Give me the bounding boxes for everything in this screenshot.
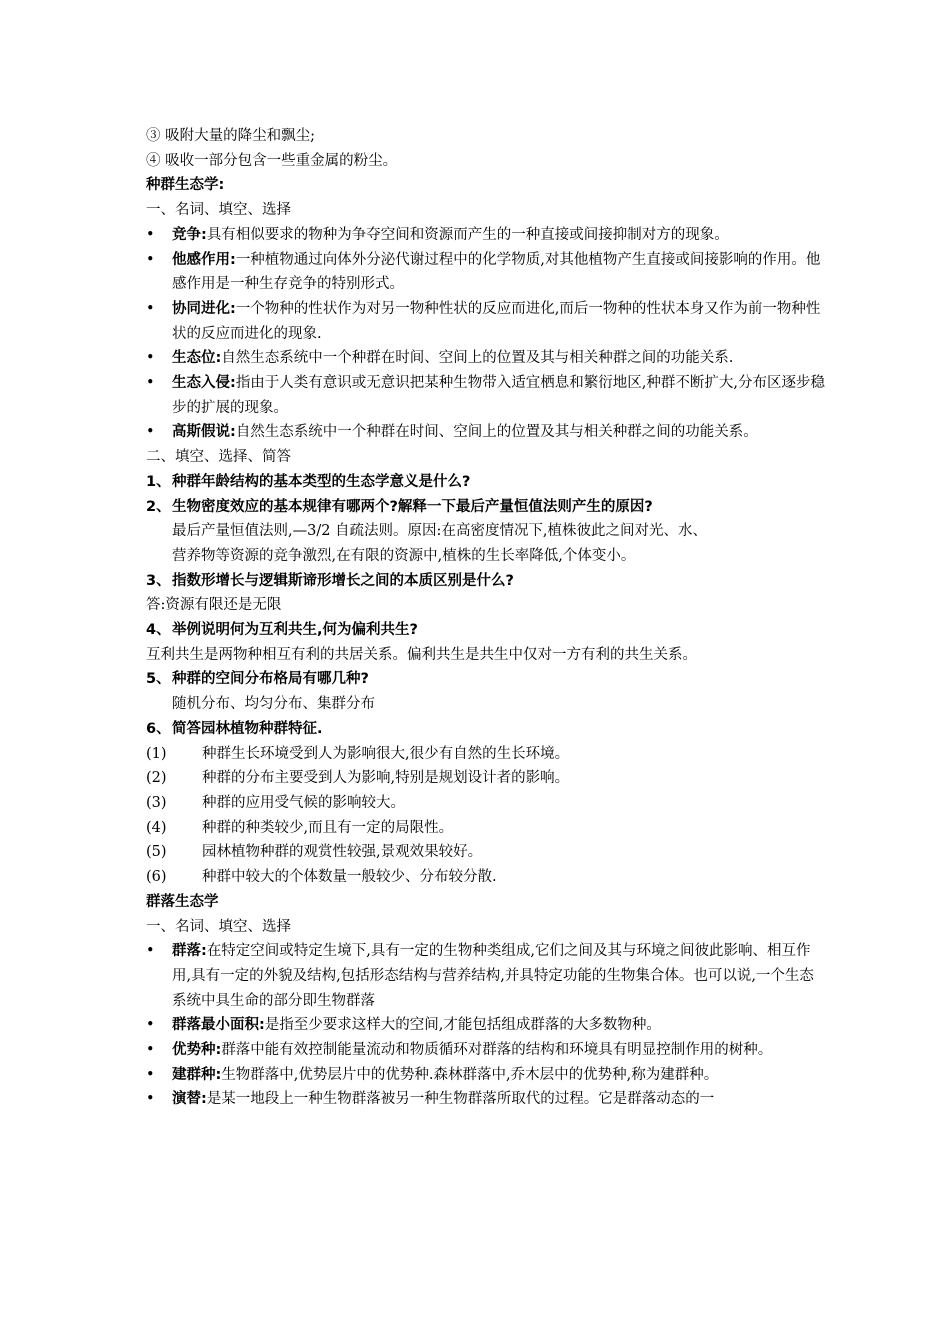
- item-text: 种群生长环境受到人为影响很大,很少有自然的生长环境。: [202, 745, 570, 762]
- answer-line: 营养物等资源的竞争激烈,在有限的资源中,植株的生长率降低,个体变小。: [172, 547, 636, 564]
- question-number: 4、: [146, 622, 171, 639]
- bullet-icon: •: [146, 350, 155, 367]
- term-definition: 具有相似要求的物种为争夺空间和资源而产生的一种直接或间接抑制对方的现象。: [206, 226, 729, 243]
- term-definition: 一个物种的性状作为对另一物种性状的反应而进化,而后一物种的性状本身又作为前一物种性状的反应而进化的现象.: [172, 300, 821, 342]
- list-item: [146, 223, 826, 248]
- question-5: [146, 667, 826, 692]
- list-item: [146, 1063, 826, 1088]
- definition-list: [146, 223, 826, 445]
- item-text: 园林植物种群的观赏性较强,景观效果较好。: [202, 844, 483, 861]
- question-text: 举例说明何为互利共生,何为偏利共生?: [172, 622, 418, 639]
- bullet-icon: •: [146, 226, 155, 243]
- bullet-icon: •: [146, 300, 155, 317]
- answer-line: 答:资源有限还是无限: [146, 597, 282, 614]
- list-item: [146, 1087, 826, 1112]
- answer-line: 随机分布、均匀分布、集群分布: [172, 696, 375, 713]
- term-label: 生态位:: [172, 350, 222, 367]
- list-item: [146, 865, 826, 890]
- question-text: 种群年龄结构的基本类型的生态学意义是什么?: [172, 473, 471, 490]
- part-heading: 一、名词、填空、选择: [146, 202, 291, 219]
- term-label: 群落:: [172, 943, 207, 960]
- term-label: 建群种:: [172, 1066, 222, 1083]
- term-label: 高斯假说:: [172, 424, 236, 441]
- list-item: [146, 939, 826, 1013]
- term-definition: 生物群落中,优势层片中的优势种.森林群落中,乔木层中的优势种,称为建群种。: [221, 1066, 719, 1083]
- bullet-icon: •: [146, 1066, 155, 1083]
- answer-line: 最后产量恒值法则,—3/2 自疏法则。原因:在高密度情况下,植株彼此之间对光、水、: [172, 523, 708, 540]
- question-number: 3、: [146, 572, 171, 589]
- question-6: [146, 717, 826, 742]
- question-text: 指数形增长与逻辑斯谛形增长之间的本质区别是什么?: [172, 572, 514, 589]
- part-heading: 一、名词、填空、选择: [146, 918, 291, 935]
- question-4: [146, 618, 826, 643]
- answer-line: 互利共生是两物种相互有利的共居关系。偏利共生是共生中仅对一方有利的共生关系。: [146, 646, 697, 663]
- item-text: 种群中较大的个体数量一般较少、分布较分散.: [202, 869, 497, 886]
- question-3: [146, 569, 826, 594]
- question-number: 6、: [146, 720, 171, 737]
- list-item: [146, 371, 826, 420]
- question-1: [146, 470, 826, 495]
- bullet-icon: •: [146, 375, 155, 392]
- item-text: 种群的应用受气候的影响较大。: [202, 794, 405, 811]
- list-item: [146, 742, 826, 767]
- bullet-icon: •: [146, 1017, 155, 1034]
- list-item: [146, 297, 826, 346]
- list-item: [146, 766, 826, 791]
- item-number: (6): [146, 869, 167, 886]
- section-title-population: 种群生态学:: [146, 177, 225, 194]
- list-item: [146, 420, 826, 445]
- term-definition: 指由于人类有意识或无意识把某种生物带入适宜栖息和繁衍地区,种群不断扩大,分布区逐步稳步的扩展的现象。: [172, 375, 826, 416]
- document-body: [146, 124, 826, 1112]
- term-label: 优势种:: [172, 1042, 222, 1059]
- question-text: 生物密度效应的基本规律有哪两个?解释一下最后产量恒值法则产生的原因?: [172, 498, 653, 515]
- bullet-icon: •: [146, 424, 155, 441]
- term-definition: 一种植物通过向体外分泌代谢过程中的化学物质,对其他植物产生直接或间接影响的作用。他感作用是一种生存竞争的特别形式。: [172, 251, 821, 293]
- item-text: 种群的分布主要受到人为影响,特别是规划设计者的影响。: [202, 770, 570, 787]
- question-2: [146, 495, 826, 520]
- term-label: 协同进化:: [172, 300, 236, 317]
- part-heading: 二、填空、选择、简答: [146, 449, 291, 466]
- term-definition: 自然生态系统中一个种群在时间、空间上的位置及其与相关种群之间的功能关系.: [221, 350, 734, 367]
- term-definition: 在特定空间或特定生境下,具有一定的生物种类组成,它们之间及其与环境之间彼此影响、相互作用,具有一定的外貌及结构,包括形态结构与营养结构,并具特定功能的生物集合体。也可以说,一个生态系统中具生命的部分即生物群落: [172, 943, 814, 1009]
- feature-list: [146, 742, 826, 890]
- term-definition: 是指至少要求这样大的空间,才能包括组成群落的大多数物种。: [264, 1017, 661, 1034]
- term-label: 演替:: [172, 1091, 207, 1108]
- term-definition: 群落中能有效控制能量流动和物质循环对群落的结构和环境具有明显控制作用的树种。: [221, 1042, 773, 1059]
- term-label: 他感作用:: [172, 251, 236, 268]
- list-item: [146, 1013, 826, 1038]
- term-definition: 是某一地段上一种生物群落被另一种生物群落所取代的过程。它是群落动态的一: [206, 1091, 715, 1108]
- term-label: 生态入侵:: [172, 375, 236, 392]
- term-label: 群落最小面积:: [172, 1017, 265, 1034]
- question-text: 简答园林植物种群特征.: [172, 720, 323, 737]
- bullet-icon: •: [146, 251, 155, 268]
- question-number: 1、: [146, 473, 171, 490]
- list-item: [146, 840, 826, 865]
- question-number: 2、: [146, 498, 171, 515]
- bullet-icon: •: [146, 1042, 155, 1059]
- question-text: 种群的空间分布格局有哪几种?: [172, 671, 369, 688]
- bullet-icon: •: [146, 1091, 155, 1108]
- item-number: (3): [146, 794, 167, 811]
- question-number: 5、: [146, 671, 171, 688]
- item-number: (5): [146, 844, 167, 861]
- list-item: [146, 816, 826, 841]
- item-number: (2): [146, 770, 167, 787]
- term-label: 竞争:: [172, 226, 207, 243]
- list-item: [146, 791, 826, 816]
- item-text: 种群的种类较少,而且有一定的局限性。: [202, 819, 454, 836]
- list-item: [146, 248, 826, 297]
- item-number: (4): [146, 819, 167, 836]
- section-title-community: 群落生态学: [146, 893, 219, 910]
- bullet-icon: •: [146, 943, 155, 960]
- term-definition: 自然生态系统中一个种群在时间、空间上的位置及其与相关种群之间的功能关系。: [235, 424, 758, 441]
- intro-line-2: ④ 吸收一部分包含一些重金属的粉尘。: [146, 152, 398, 169]
- list-item: [146, 346, 826, 371]
- list-item: [146, 1038, 826, 1063]
- item-number: (1): [146, 745, 167, 762]
- definition-list: [146, 939, 826, 1112]
- intro-line-1: ③ 吸附大量的降尘和飘尘;: [146, 128, 315, 144]
